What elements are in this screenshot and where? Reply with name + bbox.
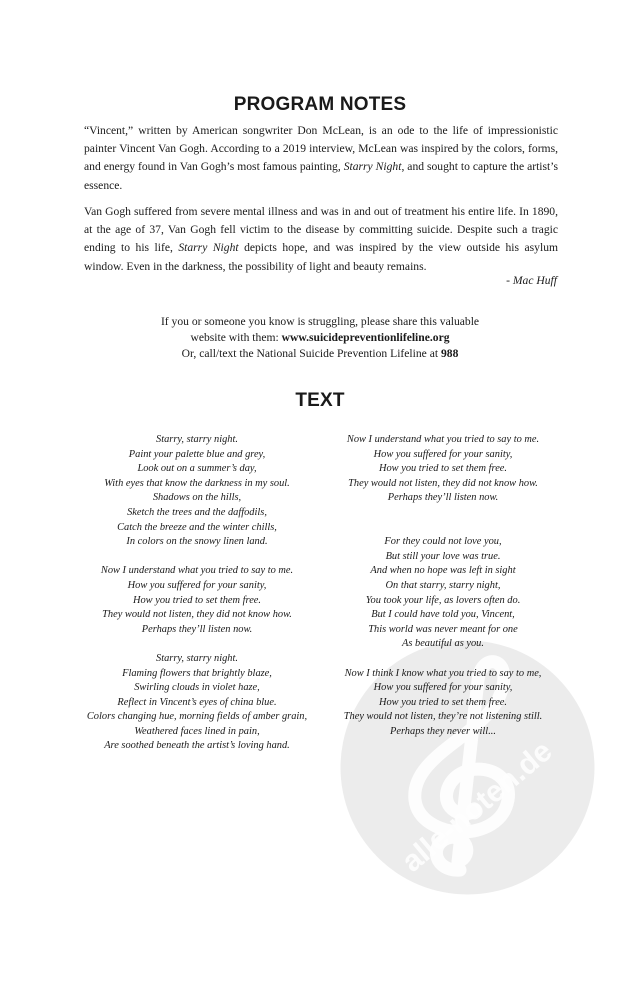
lyric-line: How you tried to set them free. [378,696,508,708]
lyric-line: How you suffered for your sanity, [127,579,267,591]
author-signature: - Mac Huff [506,274,557,287]
lyric-line: On that starry, starry night, [385,579,501,591]
help-notice [0,314,640,362]
program-notes-title: PROGRAM NOTES [233,94,407,115]
lyric-line: Perhaps they’ll listen now. [387,492,499,504]
lyric-line: But I could have told you, Vincent, [371,609,515,621]
lyric-line: Starry, starry night. [156,434,238,445]
lyric-line: Are soothed beneath the artist’s loving hand. [104,740,290,752]
notice-line-3 [0,346,640,362]
lyric-line: In colors on the snowy linen land. [126,536,268,548]
lyric-line: And when no hope was left in sight [370,565,516,577]
lyrics-stanza [298,535,588,652]
lyric-line: Shadows on the hills, [152,492,242,504]
notice-line-1: If you or someone you know is struggling, please share this valuable [160,315,480,328]
lyrics-stanza [298,667,588,740]
lyric-line: Starry, starry night. [156,652,238,664]
lyric-line: They would not listen, they’re not listening still. [343,711,543,723]
lyric-line: Now I understand what you tried to say to me. [100,565,294,577]
lyric-line: For they could not love you, [384,536,502,548]
lyric-line: Perhaps they’ll listen now. [141,623,253,635]
lyric-line: This world was never meant for one [368,623,518,635]
watermark-text: alle-noten.de [395,734,559,879]
lyric-line: Perhaps they never will... [389,725,496,737]
painting-title: Starry Night [178,241,239,255]
lifeline-website-link[interactable]: www.suicidepreventionlifeline.org [281,331,450,344]
lyrics-right-column [298,433,588,739]
lyric-line: Now I understand what you tried to say to me. [346,434,540,445]
lyric-line: Weathered faces lined in pain, [134,725,260,737]
lyric-line: How you tried to set them free. [132,594,262,606]
lyric-line: Catch the breeze and the winter chills, [117,521,277,533]
text-section-title: TEXT [295,390,345,411]
lyric-line: Reflect in Vincent’s eyes of china blue. [117,696,277,708]
lyric-line: How you suffered for your sanity, [373,682,513,694]
lyric-line: As beautiful as you. [402,638,484,650]
notice-text: Or, call/text the National Suicide Prevention Lifeline at [181,347,441,360]
lyric-line: Colors changing hue, morning fields of amber grain, [86,711,308,723]
notice-text: website with them: [190,331,282,344]
lifeline-number: 988 [440,347,459,360]
lyric-line: How you tried to set them free. [378,463,508,475]
paragraph-text: “Vincent,” written by American songwriter Don McLean, is an ode to the life of impressionistic painter Vincent Van Gogh. According to a 2019 interview, McLean was inspired by the colors, forms, and energy found in Van Gogh’s most famous painting, [84,124,558,174]
paragraph-text: Van Gogh suffered from severe mental illness and was in and out of treatment his entire life. In 1890, at the age of 37, Van Gogh fell victim to the disease by committing suicide. Despite such a tragic ending to his life, [84,205,558,255]
lyric-line: Swirling clouds in violet haze, [134,682,260,694]
lyric-line: Sketch the trees and the daffodils, [127,506,267,518]
program-notes-paragraph-1 [84,122,558,195]
lyric-line: How you suffered for your sanity, [373,448,513,460]
lyric-line: They would not listen, they did not know how. [348,477,538,489]
painting-title: Starry Night [343,160,402,174]
lyric-line: Look out on a summer’s day, [137,463,257,475]
lyric-line: With eyes that know the darkness in my soul. [104,477,290,489]
program-notes-paragraph-2 [84,203,558,276]
lyrics-stanza [298,433,588,506]
paragraph-text: , and sought to capture the artist’s essence. [84,160,558,192]
lyric-line: Flaming flowers that brightly blaze, [122,667,272,679]
lyric-line: Now I think I know what you tried to say to me, [344,667,542,679]
lyric-line: But still your love was true. [385,550,501,562]
lyric-line: They would not listen, they did not know how. [102,609,292,621]
notice-line-2 [0,330,640,346]
lyric-line: Paint your palette blue and grey, [128,448,266,460]
paragraph-text: depicts hope, and was inspired by the view outside his asylum window. Even in the darkness, the possibility of light and beauty remains. [84,241,559,273]
lyric-line: You took your life, as lovers often do. [365,594,521,606]
